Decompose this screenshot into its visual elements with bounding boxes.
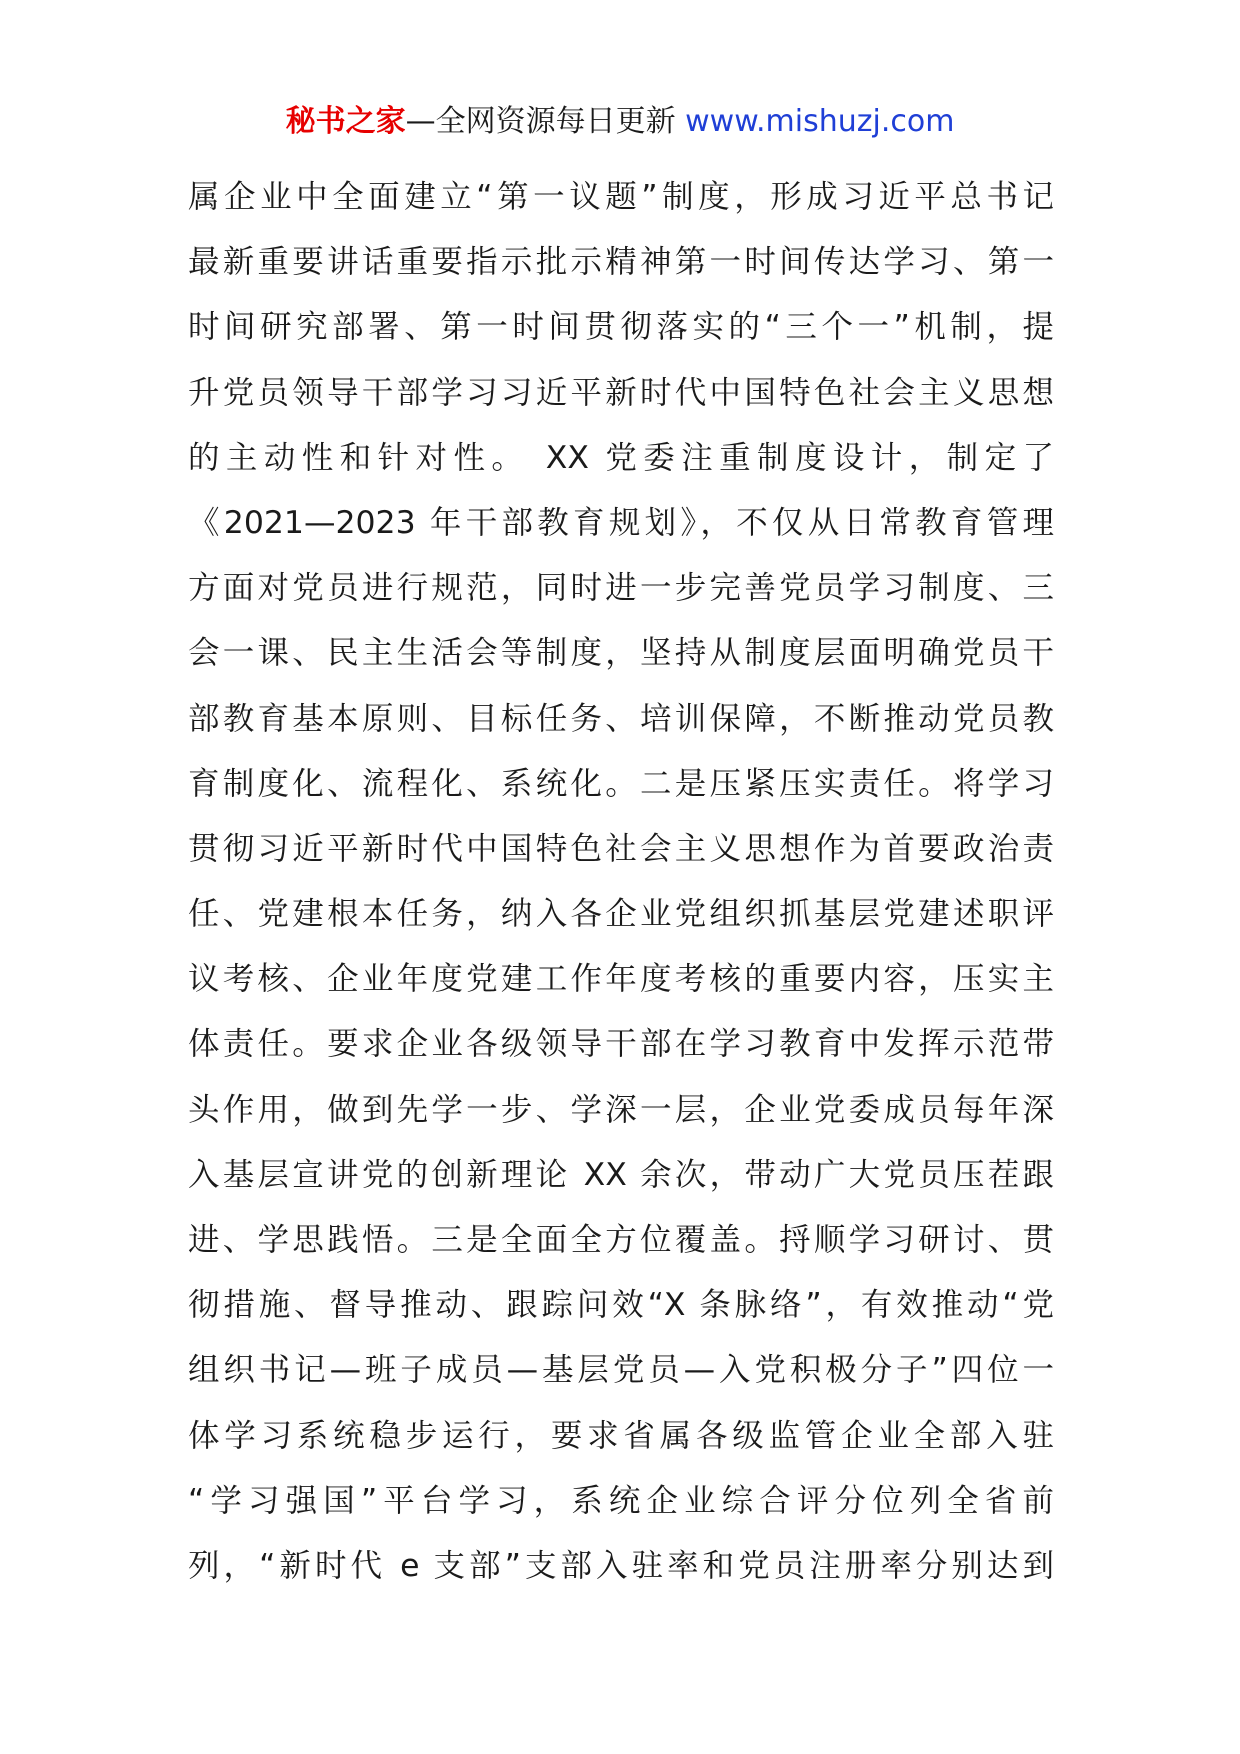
text-line: “学习强国”平台学习，系统企业综合评分位列全省前 <box>188 1482 1054 1519</box>
text-line: 时间研究部署、第一时间贯彻落实的“三个一”机制，提 <box>188 309 1054 346</box>
site-brand: 秘书之家 <box>285 104 406 139</box>
site-url-link[interactable]: www.mishuzj.com <box>685 104 955 139</box>
document-body <box>188 165 1054 1599</box>
text-line: 升党员领导干部学习习近平新时代中国特色社会主义思想 <box>188 374 1054 411</box>
site-tagline: —全网资源每日更新 <box>405 104 686 139</box>
text-line: 贯彻习近平新时代中国特色社会主义思想作为首要政治责 <box>188 830 1054 867</box>
text-line: 育制度化、流程化、系统化。二是压紧压实责任。将学习 <box>188 765 1054 802</box>
text-line: 的主动性和针对性。 XX 党委注重制度设计，制定了 <box>188 439 1054 476</box>
text-line: 任、党建根本任务，纳入各企业党组织抓基层党建述职评 <box>188 896 1054 933</box>
text-line: 议考核、企业年度党建工作年度考核的重要内容，压实主 <box>188 961 1054 998</box>
text-line: 组织书记—班子成员—基层党员—入党积极分子”四位一 <box>188 1352 1054 1389</box>
text-line: 彻措施、督导推动、跟踪问效“X 条脉络”，有效推动“党 <box>188 1287 1054 1324</box>
text-line: 《2021—2023 年干部教育规划》，不仅从日常教育管理 <box>188 504 1054 541</box>
text-line: 体学习系统稳步运行，要求省属各级监管企业全部入驻 <box>188 1417 1054 1454</box>
text-line: 体责任。要求企业各级领导干部在学习教育中发挥示范带 <box>188 1026 1054 1063</box>
text-line: 会一课、民主生活会等制度，坚持从制度层面明确党员干 <box>188 635 1054 672</box>
text-line: 属企业中全面建立“第一议题”制度，形成习近平总书记 <box>188 179 1054 215</box>
text-line: 进、学思践悟。三是全面全方位覆盖。捋顺学习研讨、贯 <box>188 1222 1054 1258</box>
text-line: 入基层宣讲党的创新理论 XX 余次，带动广大党员压茬跟 <box>188 1156 1054 1193</box>
text-line: 最新重要讲话重要指示批示精神第一时间传达学习、第一 <box>188 244 1054 281</box>
site-header <box>0 100 1240 144</box>
text-line: 部教育基本原则、目标任务、培训保障，不断推动党员教 <box>188 700 1054 737</box>
text-line: 列，“新时代 e 支部”支部入驻率和党员注册率分别达到 <box>188 1547 1054 1584</box>
text-line: 头作用，做到先学一步、学深一层，企业党委成员每年深 <box>188 1091 1054 1128</box>
text-line: 方面对党员进行规范，同时进一步完善党员学习制度、三 <box>188 570 1054 607</box>
